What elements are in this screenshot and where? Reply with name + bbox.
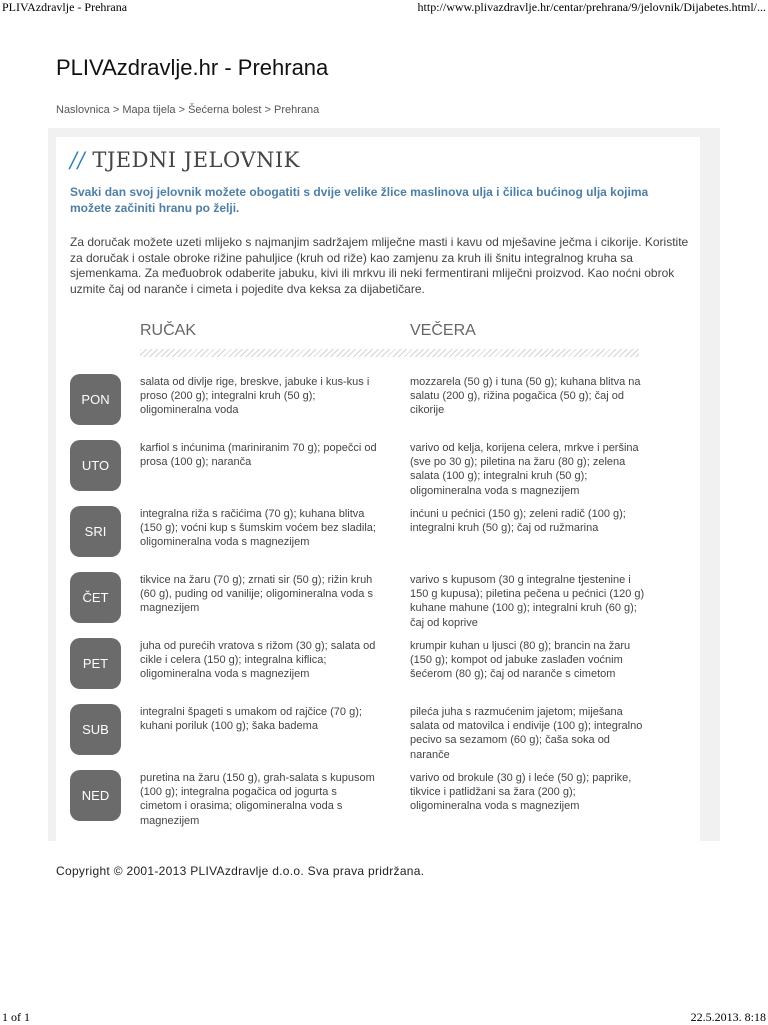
column-header-lunch: RUČAK bbox=[140, 322, 197, 339]
print-footer-datetime: 22.5.2013. 8:18 bbox=[690, 1010, 766, 1024]
day-badge-fri: PET bbox=[70, 638, 121, 689]
print-header-title: PLIVAzdravlje - Prehrana bbox=[2, 0, 128, 14]
lunch-thu: tikvice na žaru (70 g); zrnati sir (50 g); rižin kruh (60 g), puding od vanilije; oligomineralna voda s magnezijem bbox=[140, 574, 373, 615]
lunch-sat: integralni špageti s umakom od rajčice (70 g); kuhani poriluk (100 g); šaka badema bbox=[140, 706, 362, 733]
lunch-fri: juha od purećih vratova s rižom (30 g); salata od cikle i celera (150 g); integralna kiflica; oligomineralna voda s magnezijem bbox=[140, 640, 376, 681]
lunch-wed: integralna riža s račićima (70 g); kuhana blitva (150 g); voćni kup s šumskim voćem bez sladila; oligomineralna voda s magnezijem bbox=[140, 508, 376, 549]
header-divider bbox=[140, 349, 639, 357]
column-header-dinner: VEČERA bbox=[410, 322, 476, 339]
copyright: Copyright © 2001-2013 PLIVAzdravlje d.o.o. Sva prava pridržana. bbox=[56, 864, 425, 878]
day-badge-tue: UTO bbox=[70, 440, 121, 491]
lead-paragraph: Svaki dan svoj jelovnik možete obogatiti s dvije velike žlice maslinova ulja i čilica bućinog ulja kojima možete začiniti hranu po želji. bbox=[70, 185, 649, 215]
lunch-tue: karfiol s inćunima (mariniranim 70 g); popečci od prosa (100 g); naranča bbox=[140, 442, 377, 469]
lunch-sun: puretina na žaru (150 g), grah-salata s kupusom (100 g); integralna pogačica od jogurta s cimetom i orasima; oligomineralna voda s magnezijem bbox=[140, 772, 375, 827]
breadcrumb: Naslovnica > Mapa tijela > Šećerna bolest > Prehrana bbox=[56, 104, 320, 116]
dinner-tue: varivo od kelja, korijena celera, mrkve i peršina (sve po 30 g); piletina na žaru (80 g); zelena salata (100 g); integralni kruh (50 g); oligomineralna voda s magnezijem bbox=[410, 442, 639, 497]
title-slashes: // bbox=[70, 148, 86, 172]
day-badge-sat: SUB bbox=[70, 704, 121, 755]
lunch-mon: salata od divlje rige, breskve, jabuke i kus-kus i proso (200 g); integralni kruh (50 g); oligomineralna voda bbox=[140, 376, 370, 417]
day-badge-wed: SRI bbox=[70, 506, 121, 557]
day-badge-thu: ČET bbox=[70, 572, 121, 623]
dinner-fri: krumpir kuhan u ljusci (80 g); brancin na žaru (150 g); kompot od jabuke zaslađen voćnim šećerom (80 g); čaj od naranče s cimetom bbox=[410, 640, 631, 681]
dinner-thu: varivo s kupusom (30 g integralne tjestenine i 150 g kupusa); piletina pečena u pećnici (120 g) kuhane mahune (100 g); integralni kruh (60 g); čaj od koprive bbox=[410, 574, 645, 629]
print-footer-page: 1 of 1 bbox=[2, 1010, 30, 1024]
card-title-text: TJEDNI JELOVNIK bbox=[92, 148, 300, 172]
dinner-sun: varivo od brokule (30 g) i leće (50 g); paprike, tikvice i patlidžani sa žara (200 g); oligomineralna voda s magnezijem bbox=[410, 772, 632, 813]
dinner-sat: pileća juha s razmućenim jajetom; miješana salata od matovilca i endivije (100 g); integralno pecivo sa sezamom (60 g); čaša soka od naranče bbox=[410, 706, 643, 761]
day-badge-sun: NED bbox=[70, 770, 121, 821]
dinner-mon: mozzarela (50 g) i tuna (50 g); kuhana blitva na salatu (200 g), rižina pogačica (50 g); čaj od cikorije bbox=[410, 376, 641, 417]
card-title bbox=[70, 148, 300, 172]
dinner-wed: inćuni u pećnici (150 g); zeleni radič (100 g); integralni kruh (50 g); čaj od ružmarina bbox=[410, 508, 626, 535]
print-header-url: http://www.plivazdravlje.hr/centar/prehrana/9/jelovnik/Dijabetes.html/... bbox=[417, 0, 766, 14]
intro-paragraph: Za doručak možete uzeti mlijeko s najmanjim sadržajem mliječne masti i kavu od mješavine ječma i cikorije. Koristite za doručak i ostale obroke rižine pahuljice (kruh od riže) kao zamjenu za kruh ili šnitu integralnog kruha sa sjemenkama. Za međuobrok odaberite jabuku, kivi ili mrkvu ili neki fermentirani mliječni proizvod. Kao noćni obrok uzmite čaj od naranče i cimeta i pojedite dva keksa za dijabetičare. bbox=[70, 235, 689, 296]
day-badge-mon: PON bbox=[70, 374, 121, 425]
site-title: PLIVAzdravlje.hr - Prehrana bbox=[56, 55, 329, 80]
